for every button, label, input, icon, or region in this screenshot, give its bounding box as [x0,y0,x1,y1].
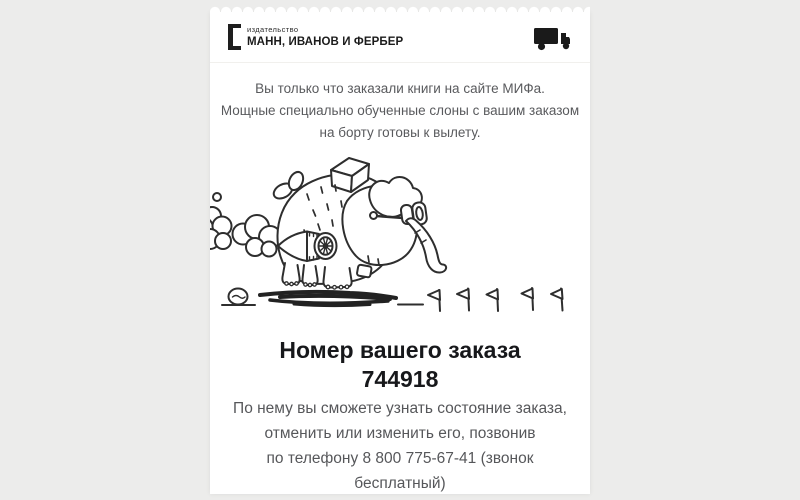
intro-text [210,78,590,144]
logo-small-label: издательство [247,25,299,34]
intro-line-3: на борту готовы к вылету. [319,125,481,140]
smoke-puffs-drawing [210,193,281,257]
truck-icon [533,26,572,51]
intro-line-1: Вы только что заказали книги на сайте МИФа. [255,81,545,96]
rock-drawing [222,289,255,306]
receipt-card [210,12,590,494]
elephant-drawing [271,158,446,289]
details-line-2: отменить или изменить его, позвонив [264,425,536,442]
order-details [210,396,590,496]
details-line-3: по телефону 8 800 775-67-41 (звонок [266,450,534,467]
order-number-heading [210,336,590,394]
order-heading-text: Номер вашего заказа [279,337,521,363]
details-line-1: По нему вы сможете узнать состояние заказа, [233,400,567,417]
bracket-logo-icon [228,24,241,50]
runway-flags-drawing [398,288,563,311]
shadow-scribble-drawing [260,292,396,306]
publisher-logo[interactable] [228,24,403,50]
scalloped-edge [210,5,590,12]
header [210,12,590,63]
details-line-4: бесплатный) [354,475,446,492]
logo-publisher-name: МАНН, ИВАНОВ И ФЕРБЕР [247,36,404,48]
elephant-illustration [210,144,590,319]
intro-line-2: Мощные специально обученные слоны с вашим заказом [220,103,580,118]
logo-text [247,26,403,48]
order-number: 744918 [361,366,439,392]
